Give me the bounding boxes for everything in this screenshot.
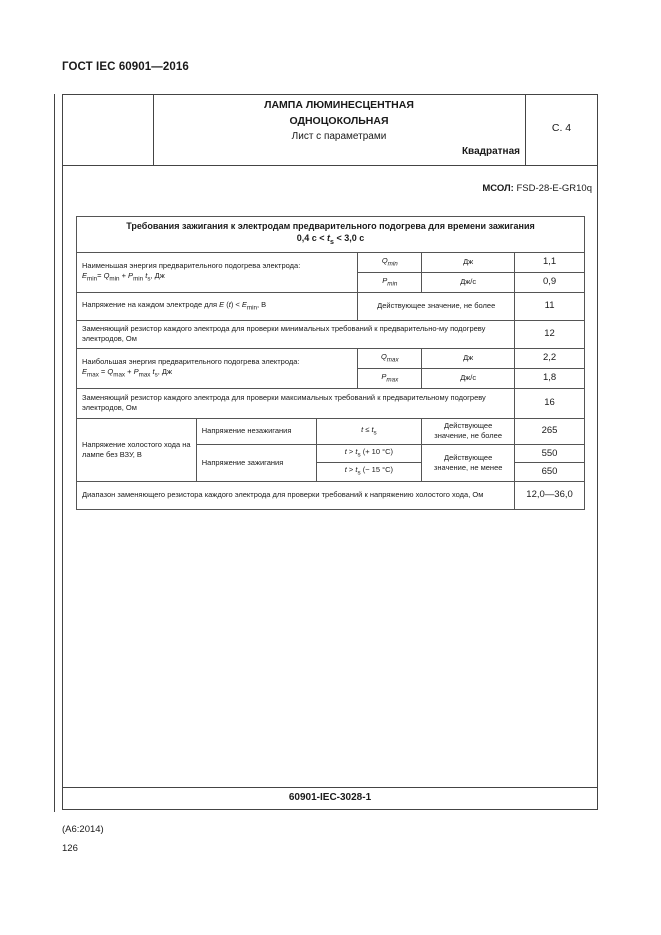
title-left-cell [62, 94, 154, 165]
p-max-value: 1,8 [515, 368, 585, 388]
document-code: 60901-IEC-3028-1 [288, 792, 372, 803]
msol-designation [380, 183, 592, 194]
ignition-condition-2: $t > t_s$ (− 15 °C) [316, 463, 422, 482]
ignition-requirements-table [76, 216, 585, 510]
max-energy-cell: Наибольшая энергия предварительного подогрева электрода: $E_{max} = Q_{max} + P_{max}$ $t_s$, Дж [77, 348, 358, 388]
lamp-shape: Квадратная [461, 146, 520, 157]
resistor-min-value: 12 [515, 320, 585, 348]
title-divider [62, 165, 598, 166]
p-min-unit: Дж/с [422, 272, 515, 292]
ignition-value-2: 650 [515, 463, 585, 482]
page-number: 126 [62, 843, 78, 854]
ignition-condition-1: $t > t_s$ (+ 10 °C) [316, 444, 422, 463]
max-energy-formula: E [82, 366, 88, 376]
title-line-3: Лист с параметрами [291, 131, 387, 142]
no-ignition-effective: Действующее значение, не более [422, 418, 515, 444]
electrode-voltage-value: 11 [515, 292, 585, 320]
header-condition: 0,4 $с < t_s < 3,0$ с [296, 233, 365, 246]
p-min-symbol: $P_{min}$ [358, 272, 422, 292]
range-cell: Диапазон заменяющего резистора каждого электрода для проверки требований к напряжению холостого хода, Ом [77, 481, 515, 509]
p-min-value: 0,9 [515, 272, 585, 292]
q-min-symbol: $Q_{min}$ [358, 252, 422, 272]
q-max-value: 2,2 [515, 348, 585, 368]
electrode-voltage-cell: Напряжение на каждом электроде для E $(t) < E_{min}$, В [77, 292, 358, 320]
amendment-note: (A6:2014) [62, 824, 104, 835]
msol-label: МСОЛ: [482, 183, 514, 194]
ignition-label: Напряжение зажигания [196, 444, 316, 481]
resistor-max-value: 16 [515, 388, 585, 418]
ignition-effective: Действующее значение, не менее [422, 444, 515, 481]
no-ignition-condition: $t \le t_s$ [316, 418, 422, 444]
q-max-unit: Дж [422, 348, 515, 368]
p-max-symbol: $P_{max}$ [358, 368, 422, 388]
sheet-page: С. 4 [551, 122, 572, 134]
p-max-unit: Дж/с [422, 368, 515, 388]
title-line-2: ОДНОЦОКОЛЬНАЯ [289, 115, 389, 127]
margin-rule [54, 94, 55, 812]
footer-divider [62, 787, 598, 788]
electrode-voltage-condition: Действующее значение, не более [358, 292, 515, 320]
open-circuit-cell: Напряжение холостого хода на лампе без ВЗУ, В [77, 418, 197, 481]
q-min-value: 1,1 [515, 252, 585, 272]
ignition-value-1: 550 [515, 444, 585, 463]
min-energy-cell: Наименьшая энергия предварительного подогрева электрода: $E_{min}= Q_{min} + P_{min}$ $t_s$, Дж [77, 252, 358, 292]
resistor-min-cell: Заменяющий резистор каждого электрода для проверки минимальных требований к предварительно-му подогреву электродов, Ом [77, 320, 515, 348]
resistor-max-cell: Заменяющий резистор каждого электрода для проверки максимальных требований к предварительному подогреву электродов, Ом [77, 388, 515, 418]
standard-header: ГОСТ IEC 60901—2016 [62, 61, 189, 73]
q-max-symbol: $Q_{max}$ [358, 348, 422, 368]
title-line-1: ЛАМПА ЛЮМИНЕСЦЕНТНАЯ [264, 99, 414, 111]
no-ignition-label: Напряжение незажигания [196, 418, 316, 444]
no-ignition-value: 265 [515, 418, 585, 444]
msol-value: FSD-28-E-GR10q [516, 183, 592, 194]
table-header: Требования зажигания к электродам предварительного подогрева для времени зажигания 0,4 $с < t_s < 3,0$ с [77, 217, 585, 253]
q-min-unit: Дж [422, 252, 515, 272]
min-energy-formula: E [82, 270, 88, 280]
range-value: 12,0—36,0 [515, 481, 585, 509]
